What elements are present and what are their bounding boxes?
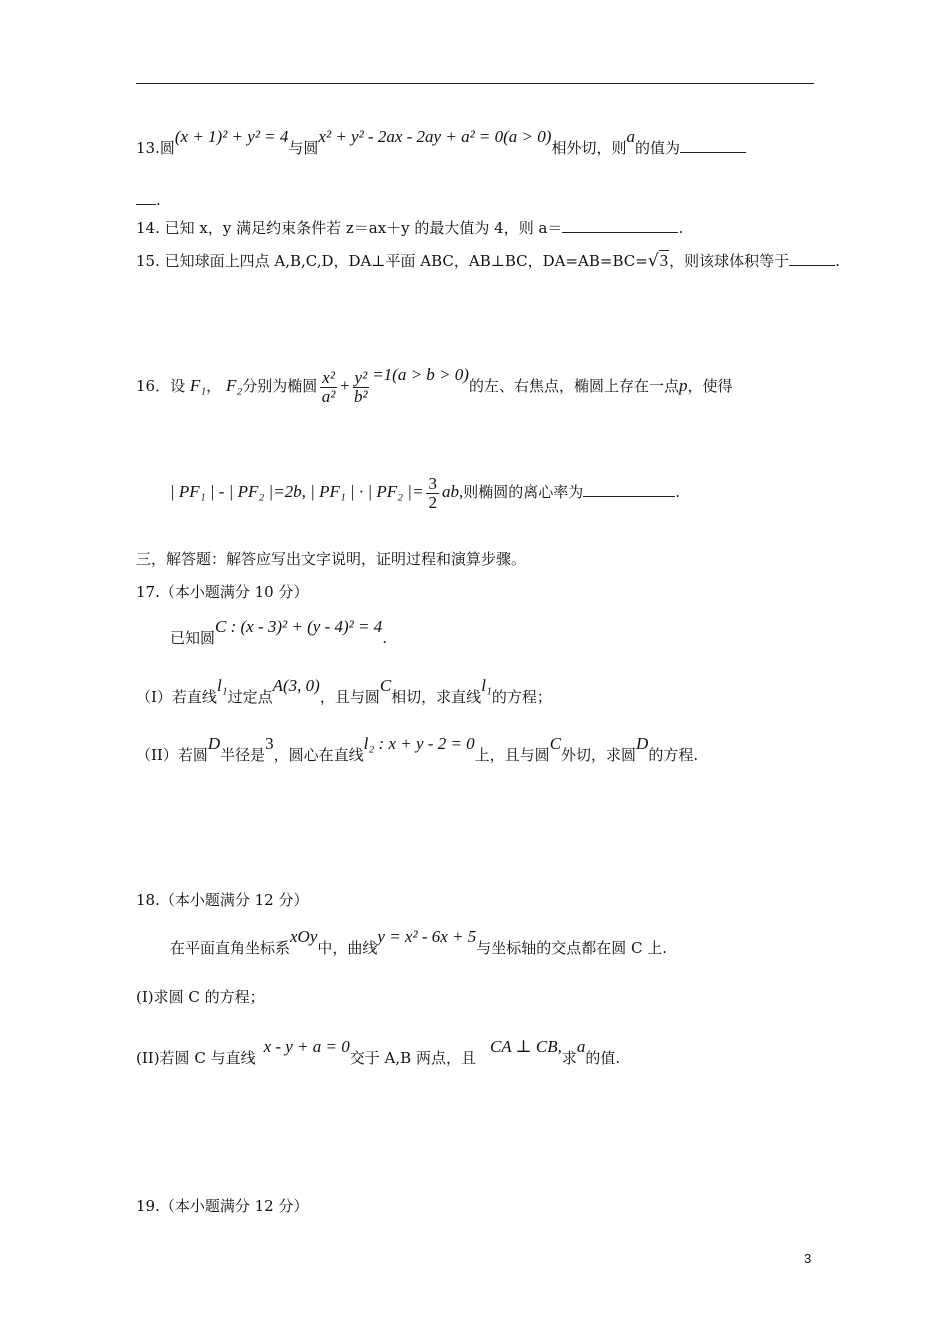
operator: + xyxy=(339,376,350,395)
text: . xyxy=(156,191,161,209)
text: 的左、右焦点，椭圆上存在一点 xyxy=(468,377,679,395)
variable: a xyxy=(576,1037,586,1056)
equation: | PF₁ | - | PF₂ |=2b, | PF₁ | · | PF₂ |= xyxy=(170,482,424,501)
text: （I）若直线 xyxy=(136,688,217,706)
text: . xyxy=(382,629,387,647)
problem-17-part-2 xyxy=(136,734,699,765)
focus-f2: F₂ xyxy=(225,376,243,395)
text: 分别为椭圆 xyxy=(242,377,318,395)
text: 中，曲线 xyxy=(317,939,378,957)
equation: x² + y² - 2ax - 2ay + a² = 0(a > 0) xyxy=(318,127,552,146)
problem-17-heading: 17.（本小题满分 10 分） xyxy=(136,583,309,601)
text: 14. 已知 x，y 满足约束条件若 z＝ax＋y 的最大值为 4，则 a＝ xyxy=(136,219,563,237)
problem-19-heading: 19.（本小题满分 12 分） xyxy=(136,1197,309,1215)
page-number: 3 xyxy=(804,1251,812,1266)
circle-c: C xyxy=(379,676,392,695)
answer-blank xyxy=(680,138,746,153)
line-l1: l₁ xyxy=(481,676,492,695)
text: 相外切，则 xyxy=(551,139,627,157)
text: 半径是 xyxy=(220,746,266,764)
problem-15 xyxy=(136,251,840,271)
coordinate-system: xOy xyxy=(290,927,318,946)
text: 上，且与圆 xyxy=(474,746,550,764)
section-heading: 三，解答题：解答应写出文字说明，证明过程和演算步骤。 xyxy=(136,550,527,568)
text: 外切，求圆 xyxy=(561,746,637,764)
radicand: 3 xyxy=(659,251,669,270)
text: ，使得 xyxy=(687,377,733,395)
text: 相切，求直线 xyxy=(391,688,482,706)
problem-16 xyxy=(136,358,732,414)
text: 的值为 xyxy=(634,139,680,157)
text: ，则该球体积等于 xyxy=(669,252,790,270)
focus-f1: F₁ xyxy=(189,376,207,395)
problem-18-part-1: (I)求圆 C 的方程； xyxy=(136,988,265,1006)
problem-17-given xyxy=(170,617,387,648)
text: 与坐标轴的交点都在圆 C 上. xyxy=(476,939,668,957)
fraction xyxy=(426,475,439,512)
numerator: 3 xyxy=(428,473,437,493)
text: 求 xyxy=(561,1049,577,1067)
problem-18-part-2 xyxy=(136,1037,621,1068)
text: 在平面直角坐标系 xyxy=(170,939,291,957)
circle-c: C xyxy=(549,734,562,753)
text: （II）若圆 xyxy=(136,746,208,764)
answer-blank xyxy=(789,251,835,266)
equation: x - y + a = 0 xyxy=(263,1037,350,1056)
problem-16-condition xyxy=(170,464,680,520)
answer-blank xyxy=(562,218,678,233)
text: 则椭圆的离心率为 xyxy=(463,483,584,501)
denominator: a² xyxy=(321,386,336,406)
sqrt-icon: √ xyxy=(647,251,659,271)
answer-blank xyxy=(136,190,156,205)
text: ，圆心在直线 xyxy=(273,746,364,764)
equation: (x + 1)² + y² = 4 xyxy=(174,127,289,146)
problem-18-heading: 18.（本小题满分 12 分） xyxy=(136,891,309,909)
text: 15. 已知球面上四点 A,B,C,D，DA⊥平面 ABC，AB⊥BC，DA=AB=BC= xyxy=(136,252,648,270)
text: 已知圆 xyxy=(170,629,216,647)
equation: ab, xyxy=(441,482,464,501)
text: . xyxy=(678,219,684,237)
line-l1: l₁ xyxy=(216,676,228,695)
text: . xyxy=(835,252,840,270)
text: 圆 xyxy=(159,139,175,157)
text: (II)若圆 C 与直线 xyxy=(136,1049,256,1067)
problem-13-continuation xyxy=(136,190,161,210)
circle-d: D xyxy=(207,734,221,753)
equation: C : (x - 3)² + (y - 4)² = 4 xyxy=(215,617,383,636)
denominator: 2 xyxy=(428,492,437,512)
problem-number: 13. xyxy=(136,139,160,157)
numerator: y² xyxy=(354,367,368,387)
fraction xyxy=(353,369,370,406)
variable: a xyxy=(626,127,635,146)
text: 的值. xyxy=(585,1049,621,1067)
text: 的方程； xyxy=(491,688,552,706)
circle-d: D xyxy=(636,734,649,753)
numerator: x² xyxy=(322,367,335,387)
condition: CA ⊥ CB, xyxy=(489,1037,562,1056)
text: ，且与圆 xyxy=(319,688,380,706)
text: ， xyxy=(206,377,222,395)
answer-blank xyxy=(583,482,675,497)
text: . xyxy=(675,483,681,501)
text: 的方程. xyxy=(648,746,699,764)
problem-number: 16．设 xyxy=(136,377,186,395)
point-p: p xyxy=(678,376,688,395)
header-rule xyxy=(136,83,814,84)
text: 过定点 xyxy=(227,688,273,706)
denominator: b² xyxy=(354,386,368,406)
problem-18-intro xyxy=(170,927,668,958)
equation: y = x² - 6x + 5 xyxy=(377,927,477,946)
point-a: A(3, 0) xyxy=(272,676,320,695)
condition: =1(a > b > 0) xyxy=(372,365,469,384)
problem-17-part-1 xyxy=(136,676,552,707)
problem-13 xyxy=(136,127,746,158)
problem-14 xyxy=(136,218,683,238)
line-l2: l₂ : x + y - 2 = 0 xyxy=(363,734,475,753)
radius: 3 xyxy=(265,734,274,753)
fraction xyxy=(320,369,337,406)
text: 交于 A,B 两点，且 xyxy=(349,1049,476,1067)
text: 与圆 xyxy=(288,139,319,157)
